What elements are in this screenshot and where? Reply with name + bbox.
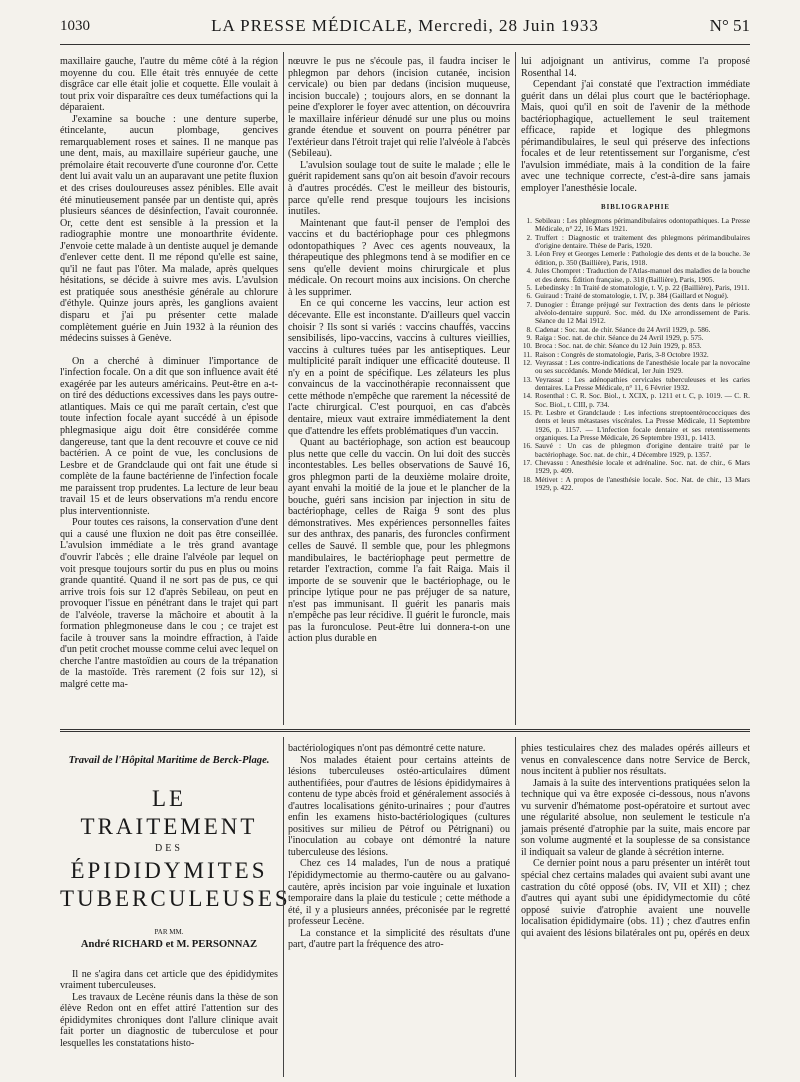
bibliography-number: 8. [526, 324, 532, 334]
issue-number: N° 51 [709, 16, 750, 35]
paragraph: L'avulsion soulage tout de suite le malade ; elle le guérit rapidement sans qu'on ait besoin d'avoir recours à d'autres procédés. C'est le meilleur des bistouris, parce qu'elle rend presque toujours les incisions inutiles. [288, 159, 510, 218]
article-title-line: TUBERCULEUSES [60, 885, 291, 911]
article-title-line: ÉPIDIDYMITES [70, 857, 268, 883]
bibliography-entry [521, 459, 750, 476]
journal-title: LA PRESSE MÉDICALE, Mercredi, 28 Juin 1933 [211, 16, 599, 35]
bibliography-number: 17. [522, 458, 532, 468]
bibliography-title: BIBLIOGRAPHIE [601, 203, 670, 211]
bibliography-text: Rosenthal : C. R. Soc. Biol., t. XCIX, p. 1211 et t. C, p. 1019. — C. R. Soc. Biol., t. CIII, p. 734. [535, 391, 750, 409]
bibliography-number: 4. [526, 266, 532, 276]
bibliography-entry [521, 234, 750, 251]
paragraph: Pour toutes ces raisons, la conservation d'une dent qui a causé une fluxion ne doit pas être conseillée. L'avulsion immédiate a le très grand avantage d'ouvrir l'abcès ; elle draine l'alvéole par lequel on voit presque toujours sortir du pus en plus ou moins grande quantité. Quand il ne sort pas de pus, ce qui arrive trois fois sur 12 d'après Sebileau, on peut en provoquer l'issue en pénétrant dans le trajet qui part de l'alvéole, traverse la mâchoire et aboutit à la formation phlegmoneuse dans le cou ; ce trajet est facile à trouver sans la moindre effraction, à l'aide d'un petit crochet mousse comme celui avec lequel on cherche l'antre mastoïdien au cours de la trépanation de la mastoïde. Très rarement (2 fois sur 12), si malgré cette ma- [60, 517, 278, 690]
bibliography-number: 11. [523, 349, 532, 359]
bibliography-entry [521, 476, 750, 493]
section-rule [60, 729, 750, 732]
bibliography-list [521, 217, 750, 492]
bibliography-text: Sebileau : Les phlegmons périmandibulaires odontopathiques. La Presse Médicale, n° 22, 16 Mars 1921. [535, 216, 750, 234]
top-column-1 [60, 56, 278, 691]
bibliography-text: Guiraud : Traité de stomatologie, t. IV, p. 384 (Gaillard et Nogué). [535, 291, 729, 301]
paragraph: J'examine sa bouche : une denture superbe, étincelante, aucun plombage, gencives remarquablement roses et saines. Il ne manque pas une dent, mais, au maxillaire supérieur gauche, une prémolaire était recouverte d'une couronne d'or. Cette dent lui avait valu un an auparavant une petite fluxion et des crises douloureuses assez pénibles. Elle avait été minutieusement pansée par un dentiste qui, après plusieurs séances de désinfection, l'avait couronnée. Or, cette dent est sensible à la pression et la radiographie montre une monoarthrite évidente. J'envoie cette malade à un dentiste auquel je demande d'enlever cette dent. Il me répond qu'elle est saine, qu'il ne faut pas l'ôter. Ma malade, après quelques hésitations, se décide à suivre mes avis. L'avulsion est pratiquée sous anesthésie générale au chlorure d'éthyle. Quinze jours après, les ganglions avaient disparu et j'ai pu présenter cette malade complètement guérie en Juin 1932 à la réunion des médecins suisses à Genève. [60, 113, 278, 345]
paragraph: phies testiculaires chez des malades opérés ailleurs et venus en convalescence dans notre Service de Berck, nous incitent à publier nos résultats. [521, 743, 750, 778]
bibliography-number: 5. [526, 282, 532, 292]
bibliography-entry [521, 250, 750, 267]
paragraph: nœuvre le pus ne s'écoule pas, il faudra inciser le phlegmon par dehors (incision cutanée, incision cervicale) ou bien par dedans (incision muqueuse, incision buccale) ; toujours alors, en se donnant la peine d'explorer le foyer avec attention, on découvrira le maxillaire inférieur dénudé sur une plus ou moins grande étendue et souvent on pourra pénétrer par l'extérieur dans l'étroit trajet qui relie l'alvéole à l'abcès (Sebileau). [288, 56, 510, 160]
bibliography-number: 16. [522, 441, 532, 451]
bibliography-text: Pr. Lesbre et Grandclaude : Les infections streptoentérococciques des dents et leurs métastases viscérales. La Presse Médicale, 11 Septembre 1926, p. 1157. — L'infection focale dentaire et ses retentissements organiques. La Presse Médicale, 26 Septembre 1931, p. 1413. [535, 408, 750, 443]
column-divider [515, 737, 516, 1077]
bibliography-entry [521, 267, 750, 284]
bibliography-text: Veyrassat : Les adénopathies cervicales tuberculeuses et les caries dentaires. La Presse Médicale, n° 11, 6 Février 1932. [535, 374, 750, 392]
bibliography-entry [521, 409, 750, 442]
bibliography-entry [521, 376, 750, 393]
bibliography-text: Raiga : Soc. nat. de chir. Séance du 24 Avril 1929, p. 575. [535, 332, 704, 342]
bibliography-number: 15. [522, 408, 532, 418]
bibliography-entry [521, 217, 750, 234]
paragraph: bactériologiques n'ont pas démontré cette nature. [288, 743, 486, 754]
bibliography-text: Cadenat : Soc. nat. de chir. Séance du 24 Avril 1929, p. 586. [535, 324, 711, 334]
bibliography-text: Chevassu : Anesthésie locale et adrénaline. Soc. nat. de chir., 6 Mars 1929, p. 409. [535, 458, 750, 476]
paragraph: Quant au bactériophage, son action est beaucoup plus nette que celle du vaccin. On lui doit des succès incontestables. Les belles observations de Sauvé 16, gros phlegmon parti de la deuxième molaire droite, ayant envahi la moitié de la joue et le plancher de la bouche, guéri sans incision par injection in situ de bactériophage, celles de Raiga 9 sont des plus démonstratives. Mes expériences personnelles faites sur des anthrax, des panaris, des furoncles confirment celles de Sauvé. Il semble que, pour les phlegmons mandibulaires, le bactériophage peut permettre de retarder l'extraction, comme l'a fait Raiga. Mais il importe de se souvenir que le bactériophage, ou le principe lytique pour ne pas préjuger de sa nature, n'est pas immunisant. Il guérit les panaris mais n'empêche pas leur récidive. Il guérit le furoncle, mais pas la furonculose. Peut-être lui donnera-t-on une action plus durable en [288, 437, 510, 645]
paragraph: En ce qui concerne les vaccins, leur action est décevante. Elle est inconstante. D'ailleurs quel vaccin choisir ? Ils sont si variés : vaccins chauffés, vaccins sensibilisés, lipo-vaccins, vaccins à cultures vieillies, vaccins à cultures tuées par les antiseptiques. Leur multiplicité paraît indiquer une efficacité douteuse. Il n'y en a point de spécifique. Les zélateurs les plus convaincus de la vaccinothérapie reconnaissent que cette méthode n'empêche que rarement la nécessité de l'acte chirurgical. C'est pourquoi, en cas d'abcès dentaire, mieux vaut extraire immédiatement la dent que d'attendre les effets problématiques d'un vaccin. [288, 298, 510, 437]
bibliography-number: 2. [526, 232, 532, 242]
paragraph: maxillaire gauche, l'autre du même côté à la région moyenne du cou. Elle était très ennuyée de cette disgrâce car elle était jolie et coquette. Elle voulait à tout prix voir disparaître ces deux tuméfactions qui la déparaient. [60, 56, 278, 114]
bibliography-number: 9. [526, 332, 532, 342]
bibliography-text: Dunogier : Étrange préjugé sur l'extraction des dents dans le périoste alvéolo-dentaire suppuré. Soc. méd. du IXe arrondissement de Paris. Séance du 12 Mai 1912. [535, 299, 750, 326]
paragraph: Chez ces 14 malades, l'un de nous a pratiqué l'épididymectomie au thermo-cautère ou au galvano-cautère, après incision par voie inguinale et luxation temporaire dans la plaie du testicule ; cette méthode a été, il y a plusieurs années, préconisée par le regretté professeur Lecène. [288, 858, 510, 928]
column-divider [515, 52, 516, 725]
article-authors: André RICHARD et M. PERSONNAZ [80, 939, 258, 951]
bibliography-number: 10. [522, 341, 532, 351]
article-column-1 [60, 755, 291, 1049]
bibliography-text: Broca : Soc. nat. de chir. Séance du 12 Juin 1929, p. 853. [535, 341, 702, 351]
column-divider [283, 52, 284, 725]
article-title-line: LE TRAITEMENT [80, 785, 258, 839]
paragraph: Nos malades étaient pour certains atteints de lésions tuberculeuses ostéo-articulaires dûment authentifiées, pour d'autres de lésions épididymaires à contenu de type abcès froid et généralement associés à d'autres localisations génito-urinaires ; pour d'autres enfin les examens histo-bactériologiques (cultures positives sur milieu de Pétrof ou Pétrignani) ou l'inoculation au cobaye ont démontré la nature tuberculeuse des lésions. [288, 754, 510, 858]
bibliography-number: 6. [526, 291, 532, 301]
bibliography-text: Sauvé : Un cas de phlegmon d'origine dentaire traité par le bactériophage. Soc. nat. de chir., 4 Décembre 1929, p. 1357. [535, 441, 750, 459]
article-title-line: DES [155, 842, 183, 854]
paragraph: Il ne s'agira dans cet article que des épididymites vraiment tuberculeuses. [60, 968, 278, 992]
bibliography-number: 7. [526, 299, 532, 309]
paragraph: Maintenant que faut-il penser de l'emploi des vaccins et du bactériophage pour ces phlegmons odontopathiques ? Avec ces agents nouveaux, la thérapeutique des phlegmons tend à se modifier en ce sens qu'elle devient moins chirurgicale et plus médicale. On recourt moins aux incisions. On cherche à les supprimer. [288, 217, 510, 298]
bibliography-number: 12. [522, 357, 532, 367]
paragraph: lui adjoignant un antivirus, comme l'a proposé Rosenthal 14. [521, 56, 750, 79]
bibliography-text: Lebedinsky : In Traité de stomatologie, t. V, p. 22 (Baillière), Paris, 1911. [535, 282, 750, 292]
paragraph: On a cherché à diminuer l'importance de l'infection focale. On a dit que son influence avait été exagérée par les auteurs américains. Peut-être en a-t-on tiré des déductions excessives dans les pays outre-atlantiques. Mais ce qui me paraît certain, c'est que toute infection focale ayant succédé à un épisode phlegmasique aigu doit être considérée comme dangereuse, tant que la dent recouvre et couve ce nid bactérien. A ce point de vue, les conclusions de Lesbre et de Grandclaude qui ont fait une étude si complète de la faune bactérienne de l'infection focale me paraissent trop prudentes. La lecture de leur beau travail 15 et de leurs observations m'a rendu encore plus interventionniste. [60, 355, 278, 517]
page-number: 1030 [60, 18, 90, 34]
paragraph: La constance et la simplicité des résultats d'une part, d'autre part la fréquence des atro- [288, 927, 510, 951]
top-column-3 [521, 56, 750, 492]
bibliography-entry [521, 301, 750, 326]
bibliography-text: Veyrassat : Les contre-indications de l'anesthésie locale par la novocaïne ou ses succédanés. Monde Médical, 1er Juin 1929. [535, 357, 750, 376]
paragraph: Cependant j'ai constaté que l'extraction immédiate guérit dans un délai plus court que le bactériophage. Mais, quoi qu'il en soit de l'avenir de la méthode bactériophagique, actuellement le seul traitement efficace, rapide et logique des phlegmons périmandibulaires, le seul qui préserve des infections focales et de leur retentissement sur l'organisme, c'est l'avulsion immédiate, mais à la condition de la faire avec une technique correcte, c'est-à-dire sans jamais employer l'anesthésie locale. [521, 79, 750, 195]
byline-prefix: PAR MM. [154, 927, 184, 936]
bibliography-entry [521, 442, 750, 459]
bibliography-number: 14. [522, 391, 532, 401]
header-rule [60, 44, 750, 45]
bibliography-entry [521, 359, 750, 376]
bibliography-text: Métivet : A propos de l'anesthésie locale. Soc. Nat. de chir., 13 Mars 1929, p. 422. [535, 474, 750, 493]
bibliography-number: 18. [522, 474, 532, 484]
bibliography-text: Raison : Congrès de stomatologie, Paris, 3-8 Octobre 1932. [535, 349, 709, 359]
top-column-2 [288, 56, 510, 645]
bibliography-text: Truffert : Diagnostic et traitement des phlegmons périmandibulaires d'origine dentaire. Thèse de Paris, 1920. [535, 232, 750, 251]
bibliography-number: 13. [522, 374, 532, 384]
bibliography-text: Léon Frey et Georges Lemerle : Pathologie des dents et de la bouche. 3e édition, p. 350 (Baillière), Paris, 1918. [535, 249, 750, 267]
article-provenance: Travail de l'Hôpital Maritime de Berck-Plage. [68, 755, 270, 766]
article-column-2 [288, 743, 510, 951]
paragraph: Jamais à la suite des interventions pratiquées selon la technique qui va être exposée ci-dessous, nous n'avons vu survenir d'hématome post-opératoire et surtout avec une régularité absolue, non seulement le testicule n'a jamais présenté d'atrophie par la suite, mais encore par son volume augmenté et la souplesse de sa consistance il indiquait sa valeur de glande à sécrétion interne. [521, 777, 750, 858]
bibliography-entry [521, 392, 750, 409]
column-divider [283, 737, 284, 1077]
bibliography-text: Jules Chompret : Traduction de l'Atlas-manuel des maladies de la bouche et des dents. Édition française, p. 318 (Baillière), Paris, 1905. [535, 266, 750, 284]
page-header [60, 10, 750, 40]
paragraph: Ce dernier point nous a paru présenter un intérêt tout spécial chez certains malades qui avaient subi avant une castration du côté opposé (obs. IV, VII et XII) ; chez d'autres qui ayant subi une épididymectomie du côté opposé suivie d'atrophie avaient une nouvelle localisation épididymaire (obs. 11) ; chez d'autres enfin qui avaient des lésions bilatérales ont pu, opérés en deux [521, 858, 750, 939]
bibliography-number: 3. [526, 249, 532, 259]
bibliography-number: 1. [526, 216, 532, 226]
paragraph: Les travaux de Lecène réunis dans la thèse de son élève Redon ont en effet attiré l'attention sur des épididymites chroniques dont l'allure clinique avait fait porter un diagnostic de tuberculose et pour lesquelles les constatations histo- [60, 991, 278, 1049]
article-column-3 [521, 743, 750, 939]
